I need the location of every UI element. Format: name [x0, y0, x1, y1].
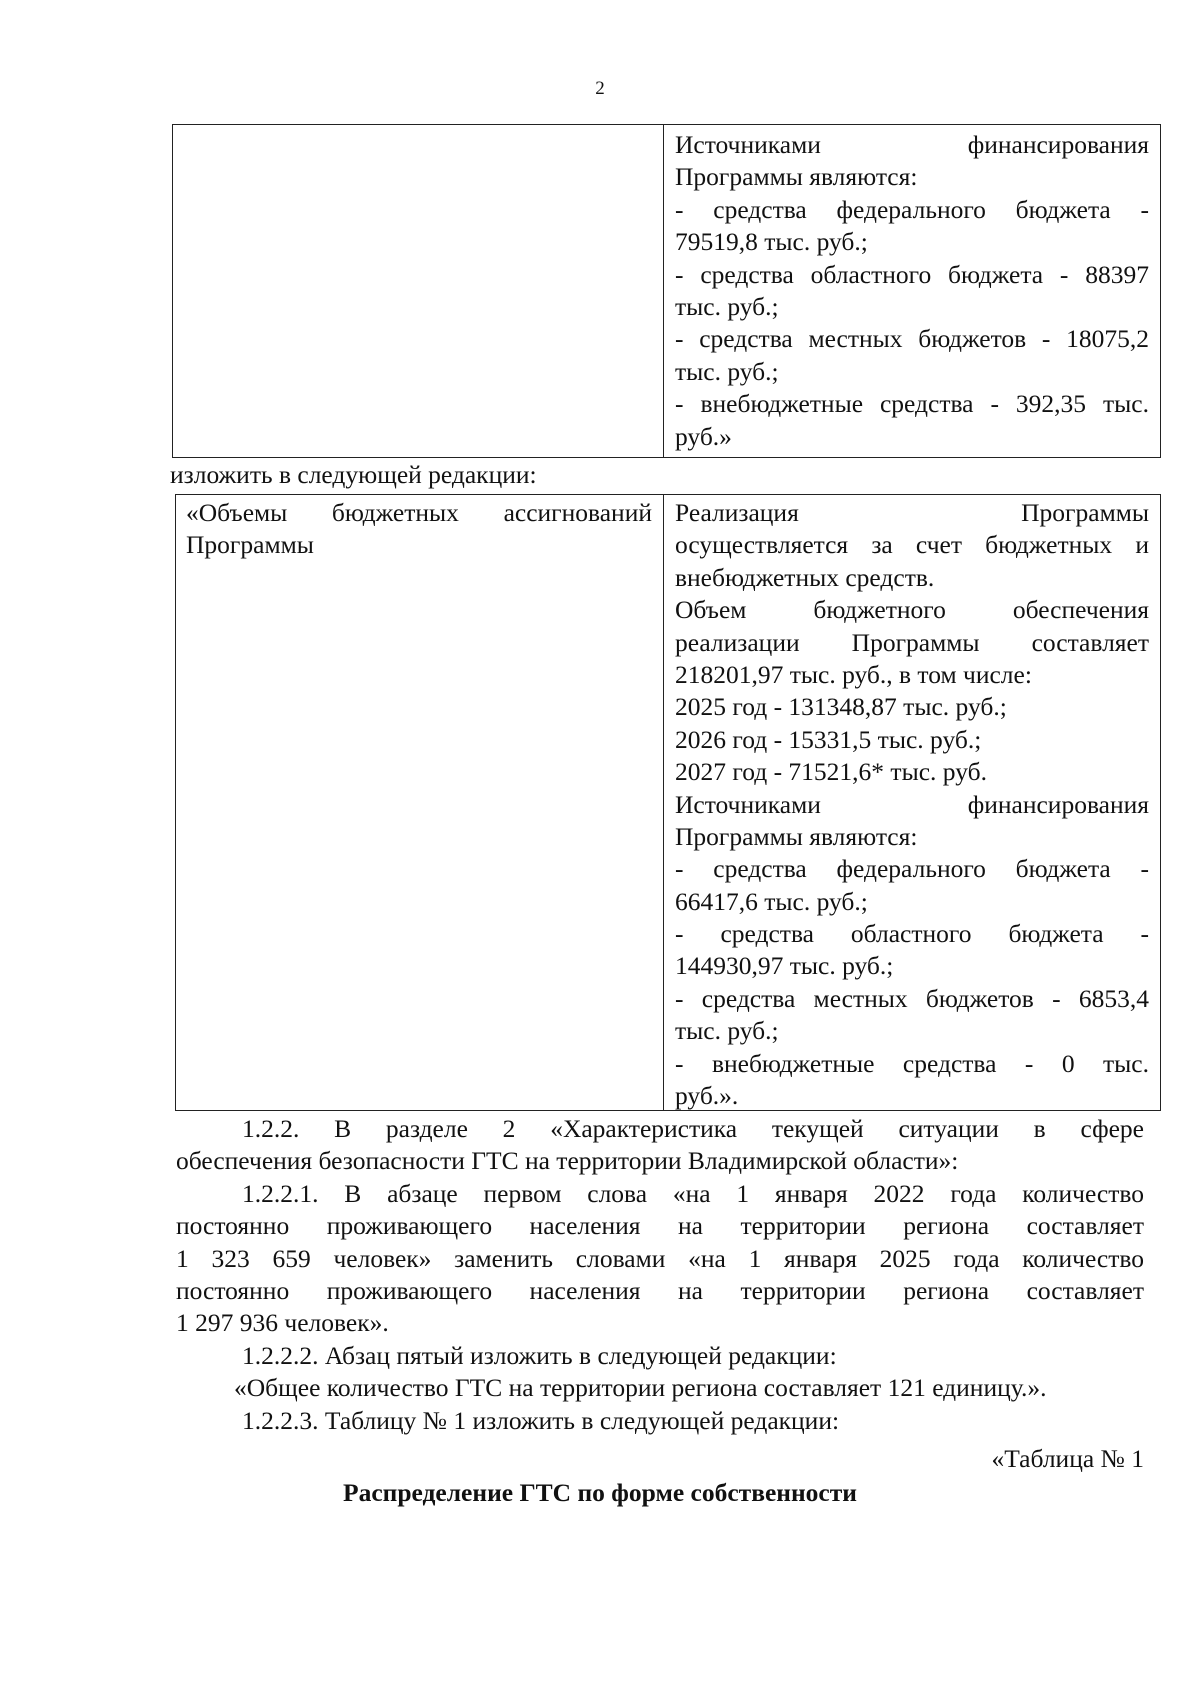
table-new-line: 144930,97 тыс. руб.; — [675, 951, 894, 981]
table-new-left-line: Программы — [186, 530, 314, 560]
table-new-line: Объем бюджетного обеспечения — [675, 595, 1149, 625]
body-line: 1.2.2. В разделе 2 «Характеристика текущей ситуации в сфере — [242, 1114, 1144, 1143]
table-new-line: тыс. руб.; — [675, 1016, 779, 1046]
body-line: 1 297 936 человек». — [176, 1308, 389, 1338]
table-new-line: Источниками финансирования — [675, 789, 1149, 819]
table-old-line: Источниками финансирования — [675, 130, 1149, 159]
table-old-line: Программы являются: — [675, 162, 918, 192]
table-new-left-cell — [186, 497, 652, 562]
table-new-divider — [663, 495, 664, 1110]
page-number: 2 — [595, 78, 605, 99]
table-new-line: - средства местных бюджетов - 6853,4 — [675, 983, 1149, 1013]
body-line: обеспечения безопасности ГТС на территории Владимирской области»: — [176, 1146, 959, 1176]
table-new-line: 2027 год - 71521,6* тыс. руб. — [675, 757, 987, 787]
table-old-line: - средства областного бюджета - 88397 — [675, 259, 1149, 289]
table-new-line: реализации Программы составляет — [675, 627, 1149, 657]
body-line: постоянно проживающего населения на территории региона составляет — [176, 1211, 1144, 1241]
table-old-line: руб.» — [675, 421, 732, 451]
body-line: 1.2.2.2. Абзац пятый изложить в следующей редакции: — [242, 1340, 837, 1370]
body-text — [176, 1113, 1144, 1437]
body-line: 1 323 659 человек» заменить словами «на 1 января 2025 года количество — [176, 1243, 1144, 1273]
body-line: 1.2.2.1. В абзаце первом слова «на 1 января 2022 года количество — [242, 1178, 1144, 1208]
table-new-line: осуществляется за счет бюджетных и — [675, 530, 1149, 560]
table-old — [172, 124, 1161, 458]
table-new — [175, 494, 1161, 1111]
table-new-line: руб.». — [675, 1081, 739, 1111]
table-new-line: - внебюджетные средства - 0 тыс. — [675, 1048, 1149, 1078]
table-new-line: 66417,6 тыс. руб.; — [675, 886, 868, 916]
body-line: «Общее количество ГТС на территории региона составляет 121 единицу.». — [234, 1373, 1047, 1403]
table-new-line: 2025 год - 131348,87 тыс. руб.; — [675, 692, 1007, 722]
table-title: Распределение ГТС по форме собственности — [343, 1478, 857, 1507]
table-new-line: Реализация Программы — [675, 498, 1149, 527]
table-old-line: 79519,8 тыс. руб.; — [675, 227, 868, 257]
table-old-line: - внебюджетные средства - 392,35 тыс. — [675, 389, 1149, 419]
body-line: 1.2.2.3. Таблицу № 1 изложить в следующей редакции: — [242, 1405, 840, 1435]
body-line: постоянно проживающего населения на территории региона составляет — [176, 1275, 1144, 1305]
table-new-line: Программы являются: — [675, 821, 918, 851]
table-new-line: 2026 год - 15331,5 тыс. руб.; — [675, 724, 982, 754]
table-old-divider — [663, 125, 664, 457]
table-old-line: тыс. руб.; — [675, 356, 779, 386]
table-new-left-line: «Объемы бюджетных ассигнований — [186, 498, 652, 527]
lead-in-text: изложить в следующей редакции: — [170, 460, 537, 489]
table-old-line: - средства местных бюджетов - 18075,2 — [675, 324, 1149, 354]
table-new-line: 218201,97 тыс. руб., в том числе: — [675, 659, 1032, 689]
table-old-line: - средства федерального бюджета - — [675, 194, 1149, 224]
table-new-line: - средства федерального бюджета - — [675, 854, 1149, 884]
table-old-line: тыс. руб.; — [675, 291, 779, 321]
table-new-line: внебюджетных средств. — [675, 562, 935, 592]
table-new-right-cell — [675, 497, 1149, 1112]
table-caption: «Таблица № 1 — [991, 1444, 1144, 1473]
table-new-line: - средства областного бюджета - — [675, 919, 1149, 949]
table-old-right-cell — [675, 129, 1149, 453]
